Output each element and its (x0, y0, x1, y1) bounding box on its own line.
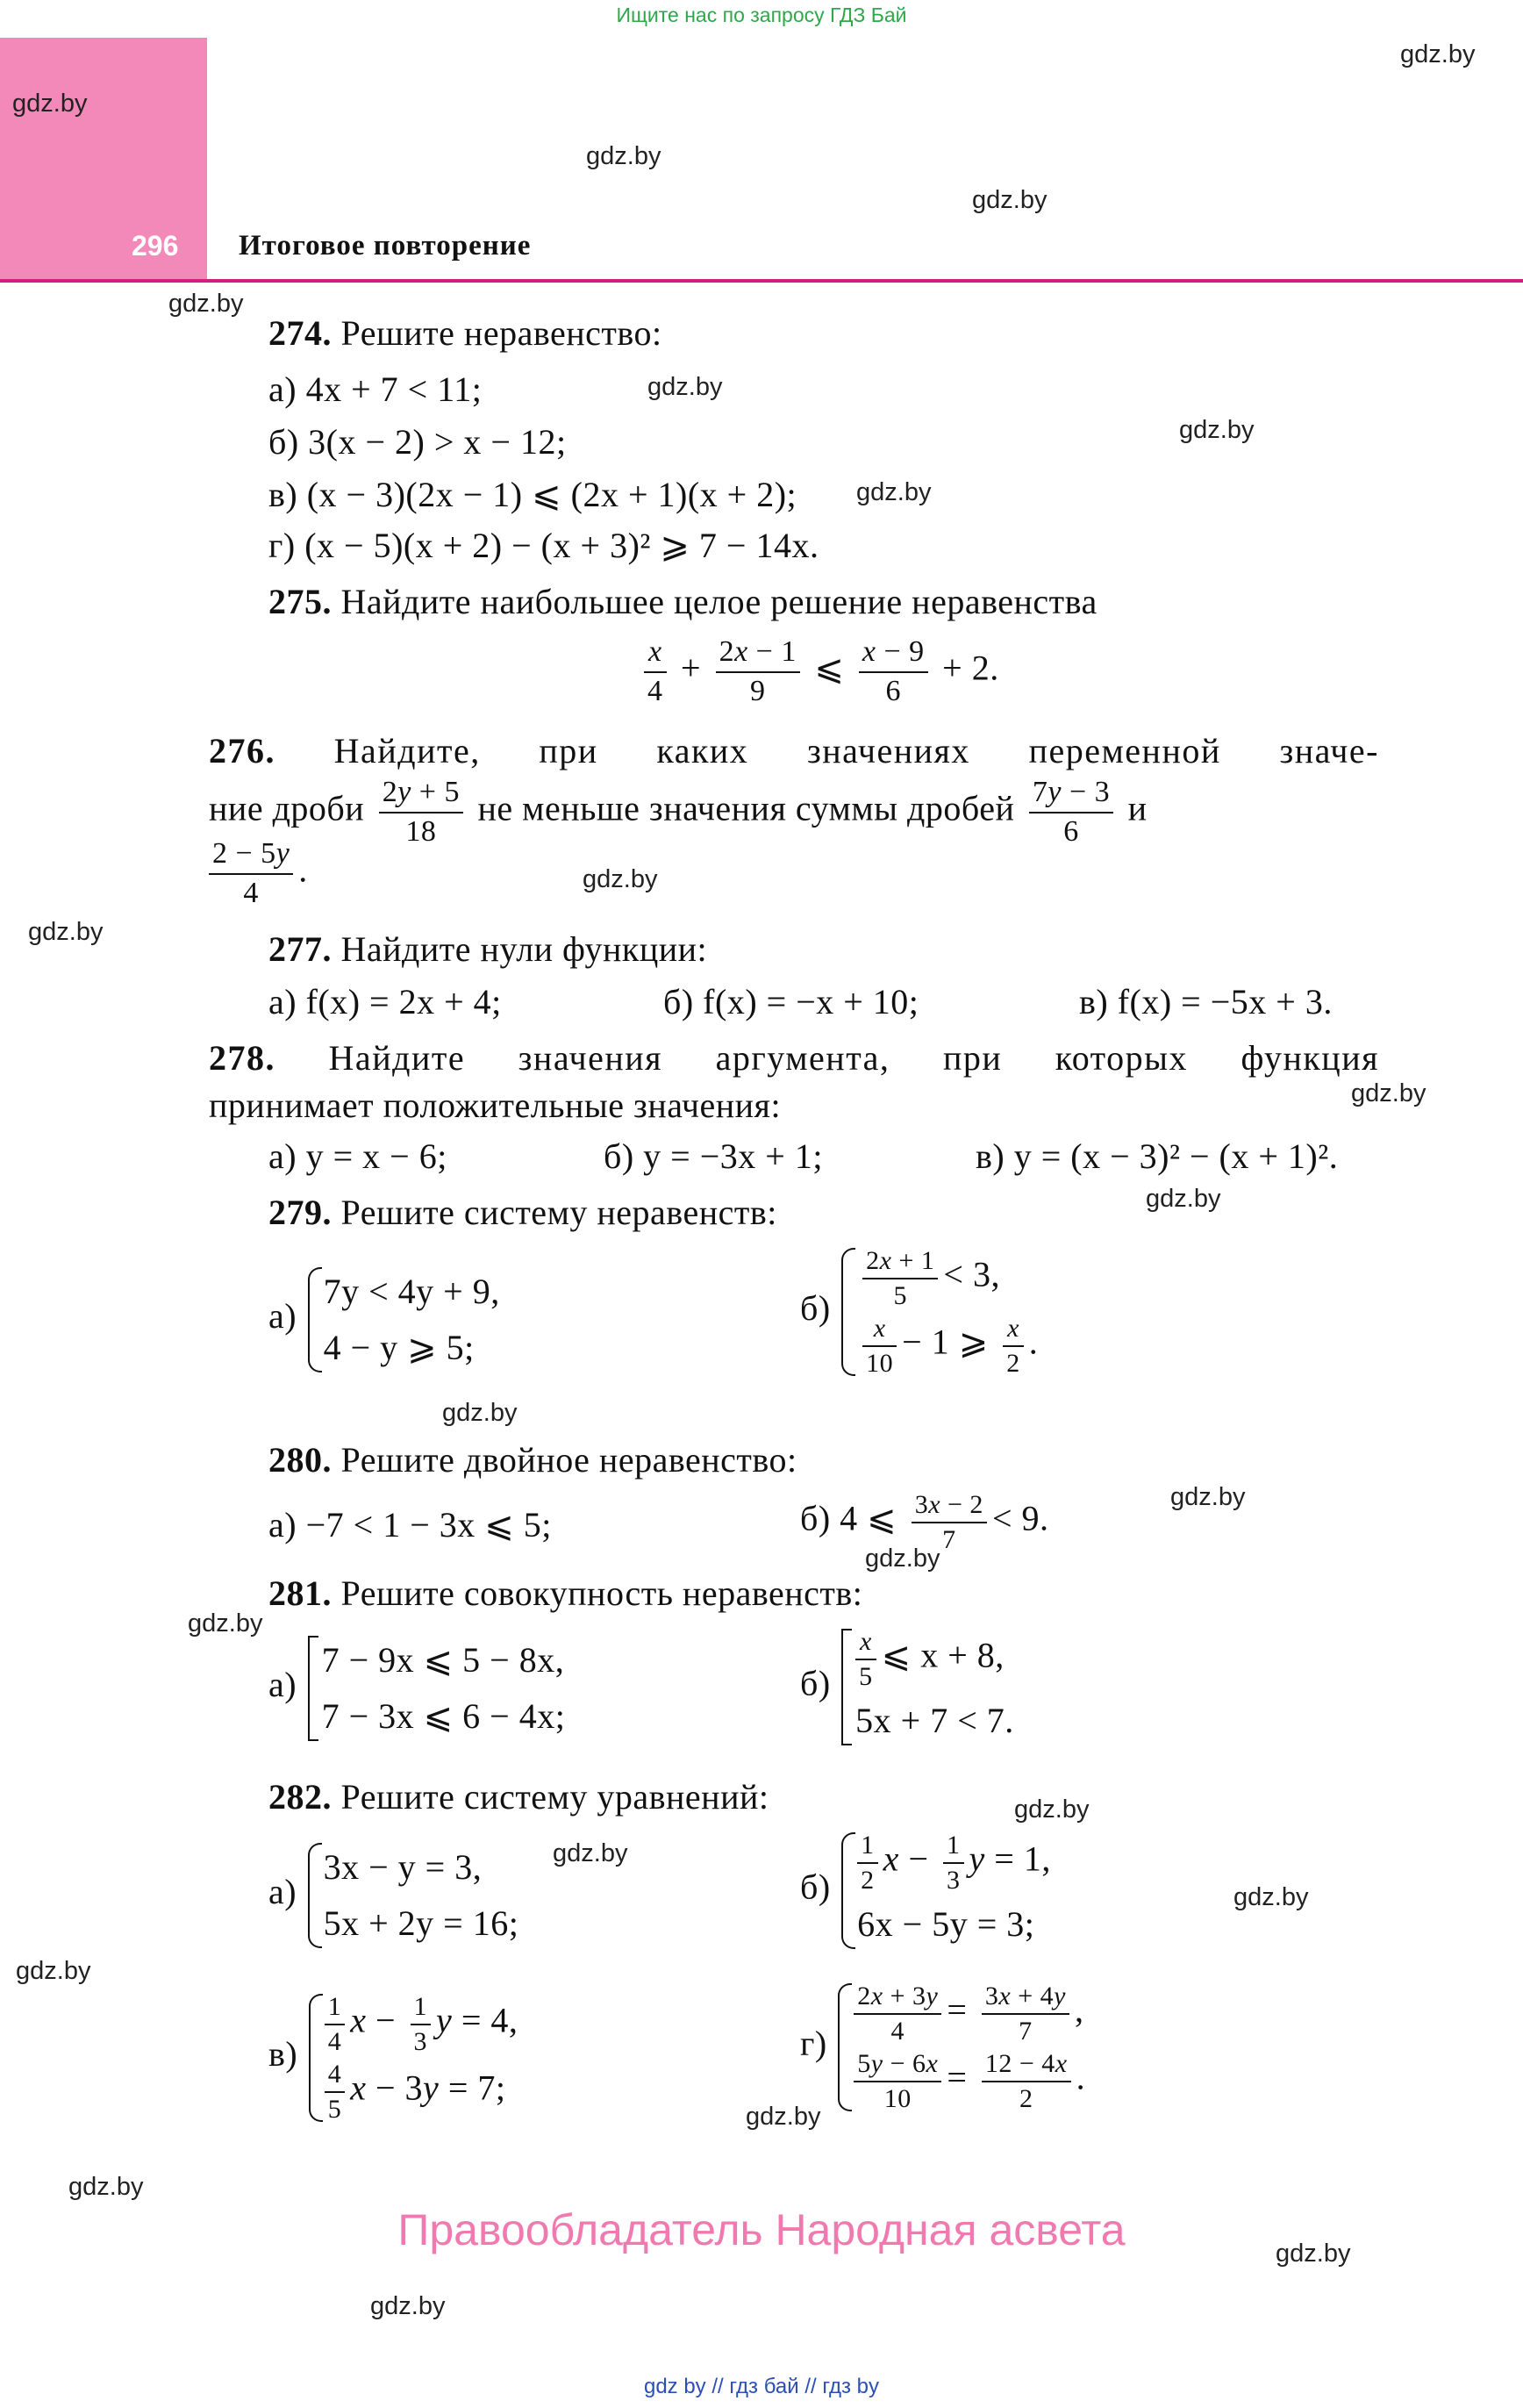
watermark: gdz.by (1146, 1185, 1221, 1213)
problem-282-c: в) $\frac{1}{4}$ x − $\frac{1}{3}$ y = 4, $\frac{4}{5}$ x − 3y = 7; (268, 1990, 518, 2125)
copyright-notice: Правообладатель Народная асвета (397, 2205, 1126, 2254)
watermark: gdz.by (583, 865, 658, 893)
problem-274-a: а) 4x + 7 < 11; (268, 369, 483, 409)
watermark: gdz.by (865, 1544, 940, 1573)
problem-282-b: б) $\frac{1}{2}$ x − $\frac{1}{3}$ y = 1, 6x − 5y = 3; (800, 1829, 1051, 1953)
problem-280-a: а) −7 < 1 − 3x ⩽ 5; (268, 1505, 552, 1544)
watermark: gdz.by (168, 290, 244, 318)
problem-276-line2: ние дроби $\frac{2y + 5}{18}$ не меньше значения суммы дробей $\frac{7y - 3}{6}$ и (209, 776, 1148, 848)
problem-279-a: а) 7y < 4y + 9, 4 − y ⩾ 5; (268, 1264, 500, 1376)
watermark: gdz.by (972, 186, 1048, 214)
header-rule (0, 279, 1523, 283)
watermark: gdz.by (856, 478, 932, 506)
problem-281-b: б) $\frac{x}{5}$ ⩽ x + 8, 5x + 7 < 7. (800, 1625, 1014, 1749)
problem-282-title: 282. Решите систему уравнений: (268, 1777, 769, 1817)
problem-274-b: б) 3(x − 2) > x − 12; (268, 422, 567, 462)
problem-276-line3: $\frac{2 - 5y}{4}$ . (209, 835, 308, 912)
problem-277-b: б) f(x) = −x + 10; (663, 982, 919, 1021)
problem-278-c: в) y = (x − 3)² − (x + 1)². (976, 1136, 1339, 1176)
problem-281-a: а) 7 − 9x ⩽ 5 − 8x, 7 − 3x ⩽ 6 − 4x; (268, 1632, 565, 1745)
problem-278-b: б) y = −3x + 1; (604, 1136, 823, 1176)
watermark: gdz.by (188, 1609, 263, 1638)
problem-278-line2: принимает положительные значения: (209, 1086, 782, 1125)
watermark: gdz.by (1276, 2240, 1351, 2268)
watermark: gdz.by (647, 373, 723, 401)
watermark: gdz.by (553, 1839, 628, 1867)
watermark: gdz.by (1400, 40, 1476, 68)
problem-275-formula: $\frac{x}{4}$ + $\frac{2x - 1}{9}$ ⩽ $\frac{x - 9}{6}$ + 2. (639, 634, 999, 710)
top-banner[interactable]: Ищите нас по запросу ГДЗ Бай (616, 4, 907, 26)
page-number: 296 (132, 230, 179, 262)
section-title: Итоговое повторение (239, 230, 532, 262)
problem-274-title: 274. Решите неравенство: (268, 313, 662, 353)
watermark: gdz.by (1170, 1483, 1246, 1511)
problem-275-title: 275. Найдите наибольшее целое решение неравенства (268, 582, 1098, 621)
problem-278-a: а) y = x − 6; (268, 1136, 447, 1176)
problem-279-b: б) $\frac{2x + 1}{5}$ < 3, $\frac{x}{10}$ − 1 ⩾ $\frac{x}{2}$ . (800, 1244, 1038, 1380)
problem-281-title: 281. Решите совокупность неравенств: (268, 1573, 863, 1613)
problem-279-title: 279. Решите систему неравенств: (268, 1193, 777, 1232)
problem-277-c: в) f(x) = −5x + 3. (1079, 982, 1333, 1021)
watermark: gdz.by (28, 918, 104, 946)
watermark: gdz.by (1351, 1079, 1426, 1107)
problem-277-title: 277. Найдите нули функции: (268, 929, 708, 969)
watermark: gdz.by (12, 90, 88, 118)
watermark: gdz.by (370, 2292, 446, 2320)
problem-280-title: 280. Решите двойное неравенство: (268, 1440, 797, 1480)
problem-280-b: б) 4 ⩽ $\frac{3x - 2}{7}$ < 9. (800, 1490, 1049, 1554)
watermark: gdz.by (16, 1957, 91, 1985)
problem-274-c: в) (x − 3)(2x − 1) ⩽ (2x + 1)(x + 2); (268, 475, 797, 514)
problem-274-d: г) (x − 5)(x + 2) − (x + 3)² ⩾ 7 − 14x. (268, 526, 819, 565)
watermark: gdz.by (442, 1399, 518, 1427)
watermark: gdz.by (1014, 1795, 1090, 1824)
problem-282-a: а) 3x − y = 3, 5x + 2y = 16; (268, 1839, 518, 1952)
watermark: gdz.by (1179, 416, 1255, 444)
problem-278-line1: 278. Найдите значения аргумента, при которых функция (209, 1038, 1380, 1078)
watermark: gdz.by (68, 2173, 144, 2201)
watermark: gdz.by (746, 2103, 821, 2131)
problem-282-d: г) $\frac{2x + 3y}{4}$ = $\frac{3x + 4y}{7}$ , $\frac{5y - 6x}{10}$ = $\frac{12 - 4x}{2}$ . (800, 1980, 1085, 2115)
watermark: gdz.by (1233, 1883, 1309, 1911)
problem-276-line1: 276. Найдите, при каких значениях переменной значе- (209, 731, 1379, 770)
footer-links[interactable]: gdz by // гдз бай // гдз by (643, 2375, 880, 2398)
problem-277-a: а) f(x) = 2x + 4; (268, 982, 502, 1021)
watermark: gdz.by (586, 142, 661, 170)
